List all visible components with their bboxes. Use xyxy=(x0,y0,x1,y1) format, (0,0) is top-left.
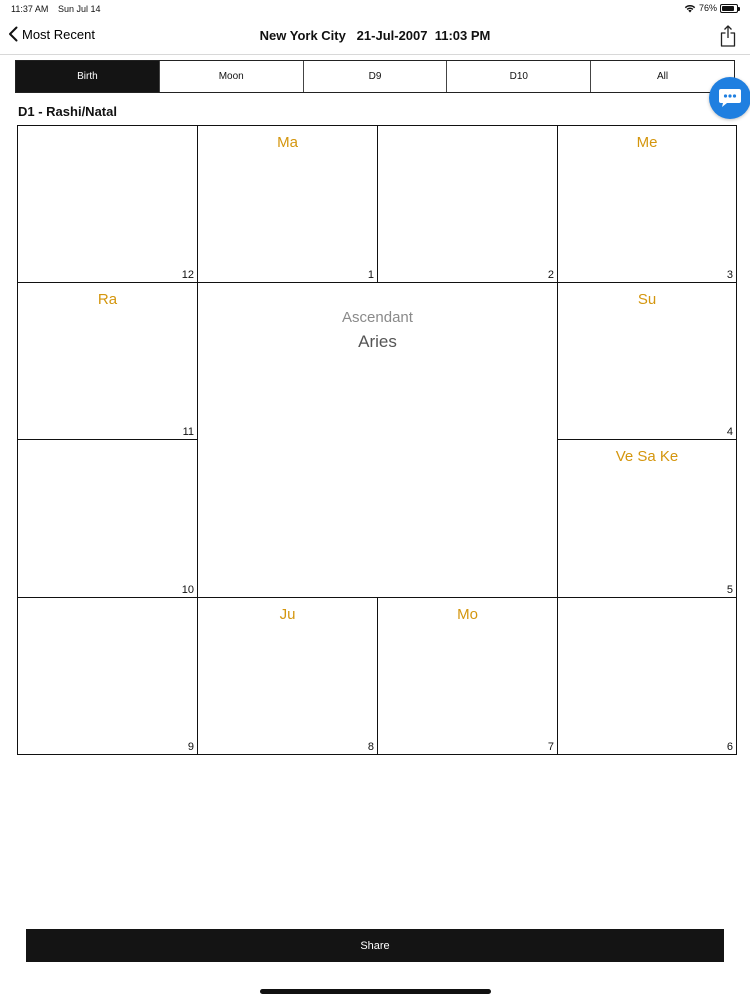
house-planets: Ve Sa Ke xyxy=(615,448,679,465)
house-planets: Ju xyxy=(279,606,296,623)
house-number: 12 xyxy=(181,269,194,281)
navigation-bar xyxy=(0,18,750,55)
wifi-icon xyxy=(684,3,696,13)
house-8[interactable] xyxy=(197,597,378,755)
chart-title: D1 - Rashi/Natal xyxy=(18,104,117,119)
house-3[interactable] xyxy=(557,125,737,283)
house-11[interactable] xyxy=(17,282,198,440)
house-number: 2 xyxy=(547,269,554,281)
ascendant-sign: Aries xyxy=(358,332,397,351)
house-number: 5 xyxy=(726,584,733,596)
share-icon[interactable] xyxy=(720,25,736,47)
ascendant-label: Ascendant xyxy=(342,309,413,326)
rashi-chart xyxy=(17,125,737,755)
house-5[interactable] xyxy=(557,439,737,598)
house-number: 1 xyxy=(367,269,374,281)
status-bar xyxy=(0,0,750,18)
house-number: 10 xyxy=(181,584,194,596)
back-label: Most Recent xyxy=(22,26,95,42)
chart-type-tabs xyxy=(15,60,735,93)
house-planets: Me xyxy=(636,134,658,151)
chart-center xyxy=(197,282,558,598)
house-number: 11 xyxy=(182,426,194,438)
house-9[interactable] xyxy=(17,597,198,755)
house-10[interactable] xyxy=(17,439,198,598)
status-indicators xyxy=(684,3,738,13)
house-2[interactable] xyxy=(377,125,558,283)
house-number: 3 xyxy=(726,269,733,281)
house-planets: Su xyxy=(637,291,657,308)
house-planets: Mo xyxy=(457,606,478,623)
home-indicator xyxy=(260,989,491,994)
house-4[interactable] xyxy=(557,282,737,440)
status-date: Sun Jul 14 xyxy=(58,4,101,14)
house-planets: Ra xyxy=(97,291,118,308)
house-12[interactable] xyxy=(17,125,198,283)
house-number: 8 xyxy=(367,741,374,753)
status-time: 11:37 AM xyxy=(11,4,49,14)
house-number: 9 xyxy=(187,741,194,753)
tab-d9[interactable]: D9 xyxy=(303,61,447,92)
chat-bubble-icon xyxy=(718,87,742,109)
house-planets: Ma xyxy=(277,134,298,151)
house-number: 4 xyxy=(726,426,733,438)
page-title: New York City 21-Jul-2007 11:03 PM xyxy=(259,28,491,43)
battery-icon xyxy=(720,4,738,13)
tab-birth[interactable]: Birth xyxy=(16,61,159,92)
tab-d10[interactable]: D10 xyxy=(446,61,590,92)
house-1[interactable] xyxy=(197,125,378,283)
house-number: 7 xyxy=(547,741,554,753)
tab-moon[interactable]: Moon xyxy=(159,61,303,92)
tab-all[interactable]: All xyxy=(590,61,734,92)
chat-button[interactable] xyxy=(709,77,750,119)
house-6[interactable] xyxy=(557,597,737,755)
house-number: 6 xyxy=(726,741,733,753)
share-button[interactable]: Share xyxy=(26,929,724,962)
battery-percent: 76% xyxy=(698,3,717,13)
house-7[interactable] xyxy=(377,597,558,755)
battery-fill xyxy=(722,6,734,11)
